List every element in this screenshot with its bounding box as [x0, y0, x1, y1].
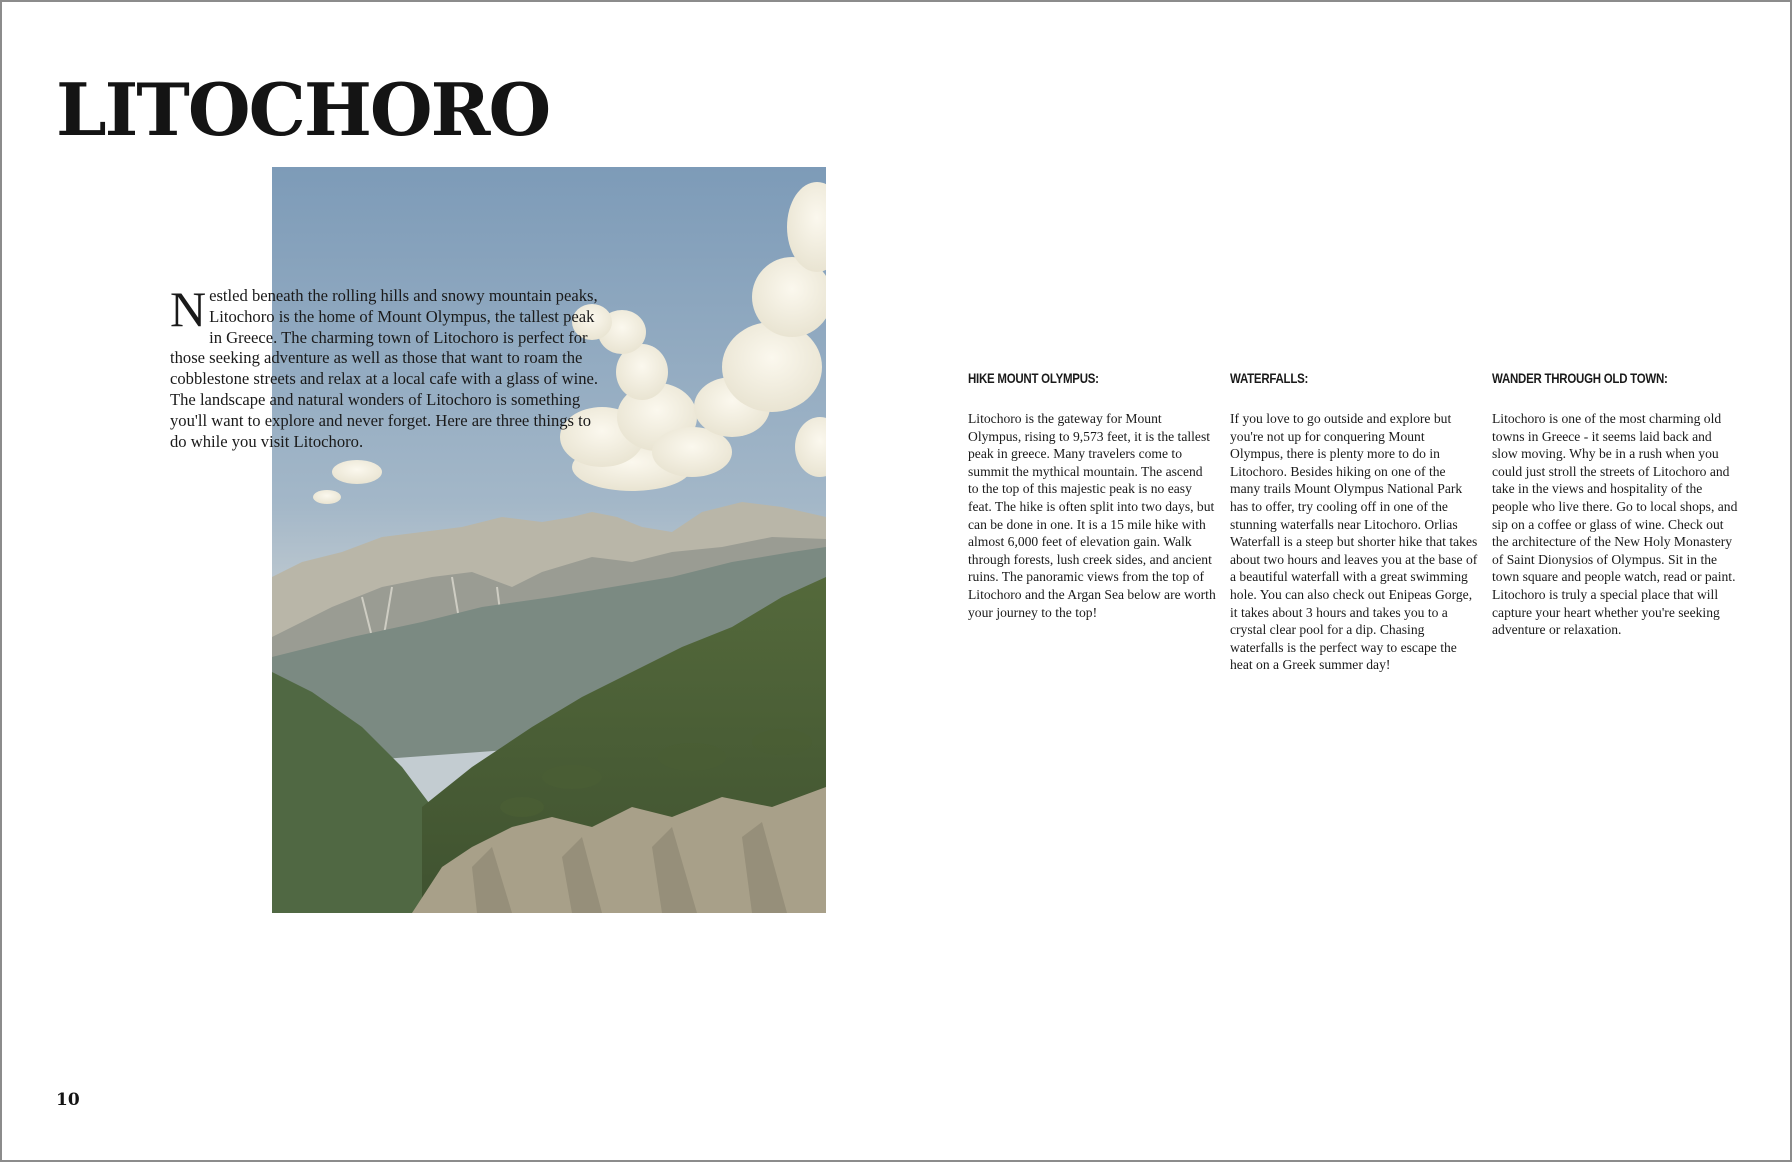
- section-body: Litochoro is one of the most charming old towns in Greece - it seems laid back and slow moving. Why be in a rush when you could just stroll the streets of Litochoro and take in the views and hospitality of the people who live there. Go to local shops, and sip on a coffee or glass of wine. Check out the architecture of the New Holy Monastery of Saint Dionysios of Olympus. Sit in the town square and people watch, read or paint. Litochoro is truly a special place that will capture your heart whether you're seeking adventure or relaxation.: [1492, 411, 1738, 638]
- section-heading: WATERFALLS:: [1230, 370, 1309, 386]
- intro-paragraph: [170, 281, 600, 452]
- section-heading: HIKE MOUNT OLYMPUS:: [968, 370, 1099, 386]
- section-heading: WANDER THROUGH OLD TOWN:: [1492, 370, 1668, 386]
- section-wander-old-town: [1492, 370, 1740, 639]
- section-body: If you love to go outside and explore but you're not up for conquering Mount Olympus, there is plenty more to do in Litochoro. Besides hiking on one of the many trails Mount Olympus National Park has to offer, try cooling off in one of the stunning waterfalls near Litochoro. Orlias Waterfall is a steep but shorter hike that takes about two hours and leaves you at the base of a beautiful waterfall with a great swimming hole. You can also check out Enipeas Gorge, it takes about 3 hours and takes you to a crystal clear pool for a dip. Chasing waterfalls is the perfect way to escape the heat on a Greek summer day!: [1230, 411, 1478, 673]
- section-hike-mount-olympus: [968, 370, 1216, 621]
- intro-text: estled beneath the rolling hills and snowy mountain peaks, Litochoro is the home of Mount Olympus, the tallest peak in Greece. The charming town of Litochoro is perfect for those seeking adventure as well as those that want to roam the cobblestone streets and relax at a local cafe with a glass of wine. The landscape and natural wonders of Litochoro is something you'll want to explore and never forget. Here are three things to do while you visit Litochoro.: [170, 286, 599, 451]
- section-waterfalls: [1230, 370, 1478, 674]
- mountain-photo: [272, 167, 826, 913]
- page-title: LITOCHORO: [56, 67, 550, 152]
- section-body: Litochoro is the gateway for Mount Olympus, rising to 9,573 feet, it is the tallest peak in greece. Many travelers come to summit the mythical mountain. The ascend to the top of this majestic peak is no easy feat. The hike is often split into two days, but can be done in one. It is a 15 mile hike with almost 6,000 feet of elevation gain. Walk through forests, lush creek sides, and ancient ruins. The panoramic views from the top of Litochoro and the Argan Sea below are worth your journey to the top!: [968, 411, 1216, 620]
- drop-cap: N: [170, 281, 207, 337]
- page-number: 10: [56, 1090, 80, 1110]
